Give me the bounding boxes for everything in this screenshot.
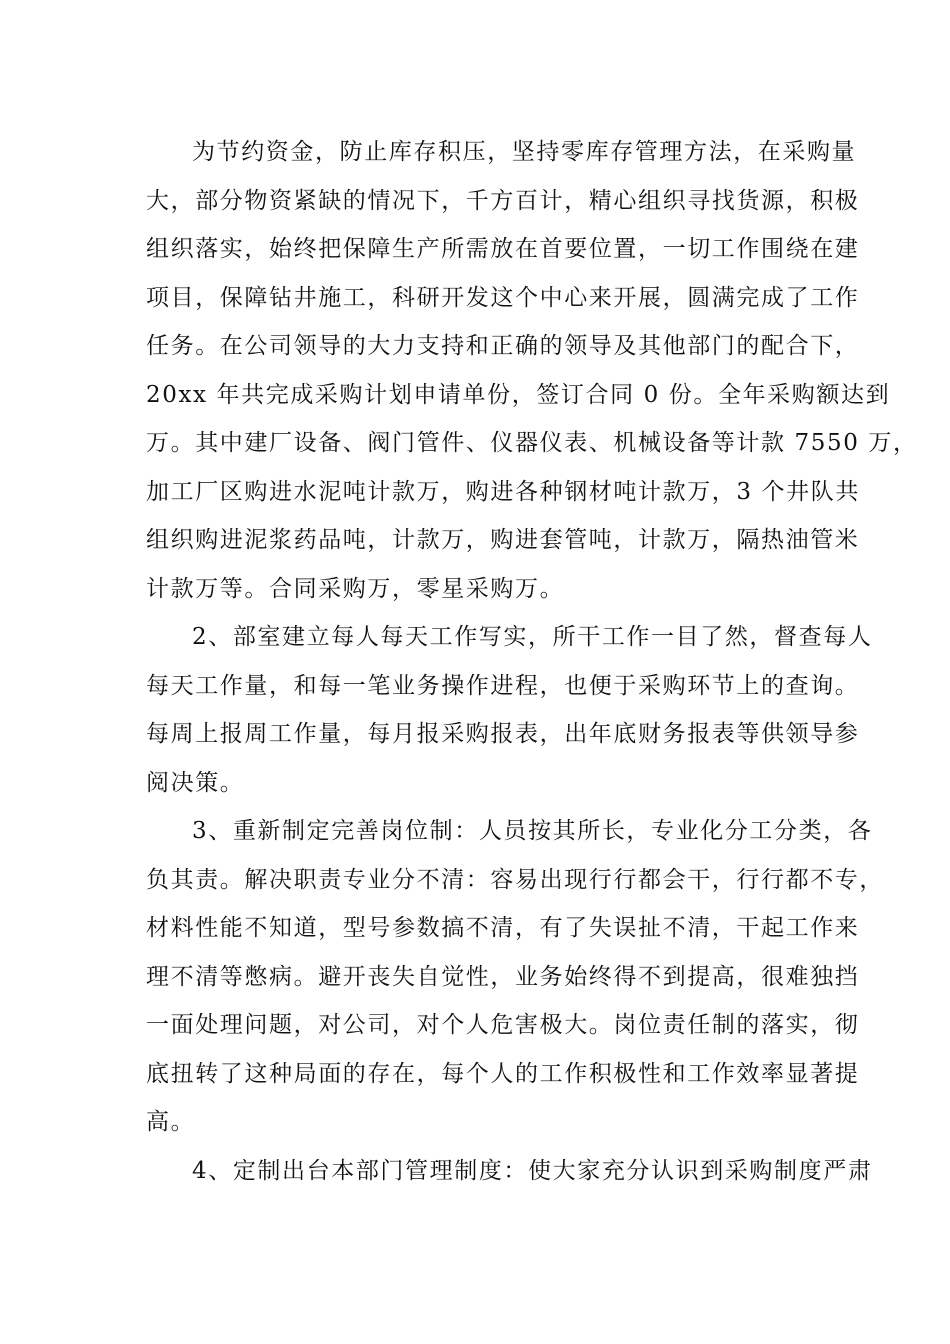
text-line: 材料性能不知道，型号参数搞不清，有了失误扯不清，干起工作来 — [146, 915, 860, 941]
text-line: 一面处理问题，对公司，对个人危害极大。岗位责任制的落实，彻 — [146, 1012, 860, 1038]
text-line: 阅决策。 — [146, 769, 245, 796]
text-line: 万。其中建厂设备、阀门管件、仪器仪表、机械设备等计款 7550 万， — [146, 430, 918, 456]
text-line: 负其责。解决职责专业分不清：容易出现行行都会干，行行都不专， — [146, 866, 884, 893]
text-line: 每周上报周工作量，每月报采购报表，出年底财务报表等供领导参 — [146, 721, 860, 747]
text-line: 高。 — [146, 1109, 196, 1135]
text-line: 组织购进泥浆药品吨，计款万，购进套管吨，计款万，隔热油管米 — [146, 527, 860, 553]
text-line: 2、部室建立每人每天工作写实，所干工作一目了然，督查每人 — [192, 624, 873, 650]
text-line: 每天工作量，和每一笔业务操作进程，也便于采购环节上的查询。 — [146, 672, 860, 699]
text-line: 项目，保障钻井施工，科研开发这个中心来开展，圆满完成了工作 — [146, 284, 860, 311]
text-line: 20xx 年共完成采购计划申请单份，签订合同 0 份。全年采购额达到 — [146, 381, 891, 408]
paragraph-4 — [146, 1147, 873, 1196]
paragraph-3 — [146, 807, 884, 1147]
document-body — [146, 128, 918, 1195]
text-line: 4、定制出台本部门管理制度：使大家充分认识到采购制度严肃 — [192, 1157, 873, 1184]
text-line: 大，部分物资紧缺的情况下，千方百计，精心组织寻找货源，积极 — [146, 187, 860, 214]
paragraph-1 — [146, 128, 918, 613]
text-line: 底扭转了这种局面的存在，每个人的工作积极性和工作效率显著提 — [146, 1060, 860, 1087]
text-line: 理不清等憋病。避开丧失自觉性，业务始终得不到提高，很难独挡 — [146, 963, 860, 990]
text-line: 计款万等。合同采购万，零星采购万。 — [146, 575, 565, 602]
text-line: 加工厂区购进水泥吨计款万，购进各种钢材吨计款万，3 个井队共 — [146, 478, 860, 505]
paragraph-2 — [146, 613, 873, 807]
text-line: 为节约资金，防止库存积压，坚持零库存管理方法，在采购量 — [192, 139, 857, 165]
text-line: 组织落实，始终把保障生产所需放在首要位置，一切工作围绕在建 — [146, 236, 860, 262]
text-line: 3、重新制定完善岗位制：人员按其所长，专业化分工分类，各 — [192, 818, 873, 844]
text-line: 任务。在公司领导的大力支持和正确的领导及其他部门的配合下， — [146, 333, 860, 359]
